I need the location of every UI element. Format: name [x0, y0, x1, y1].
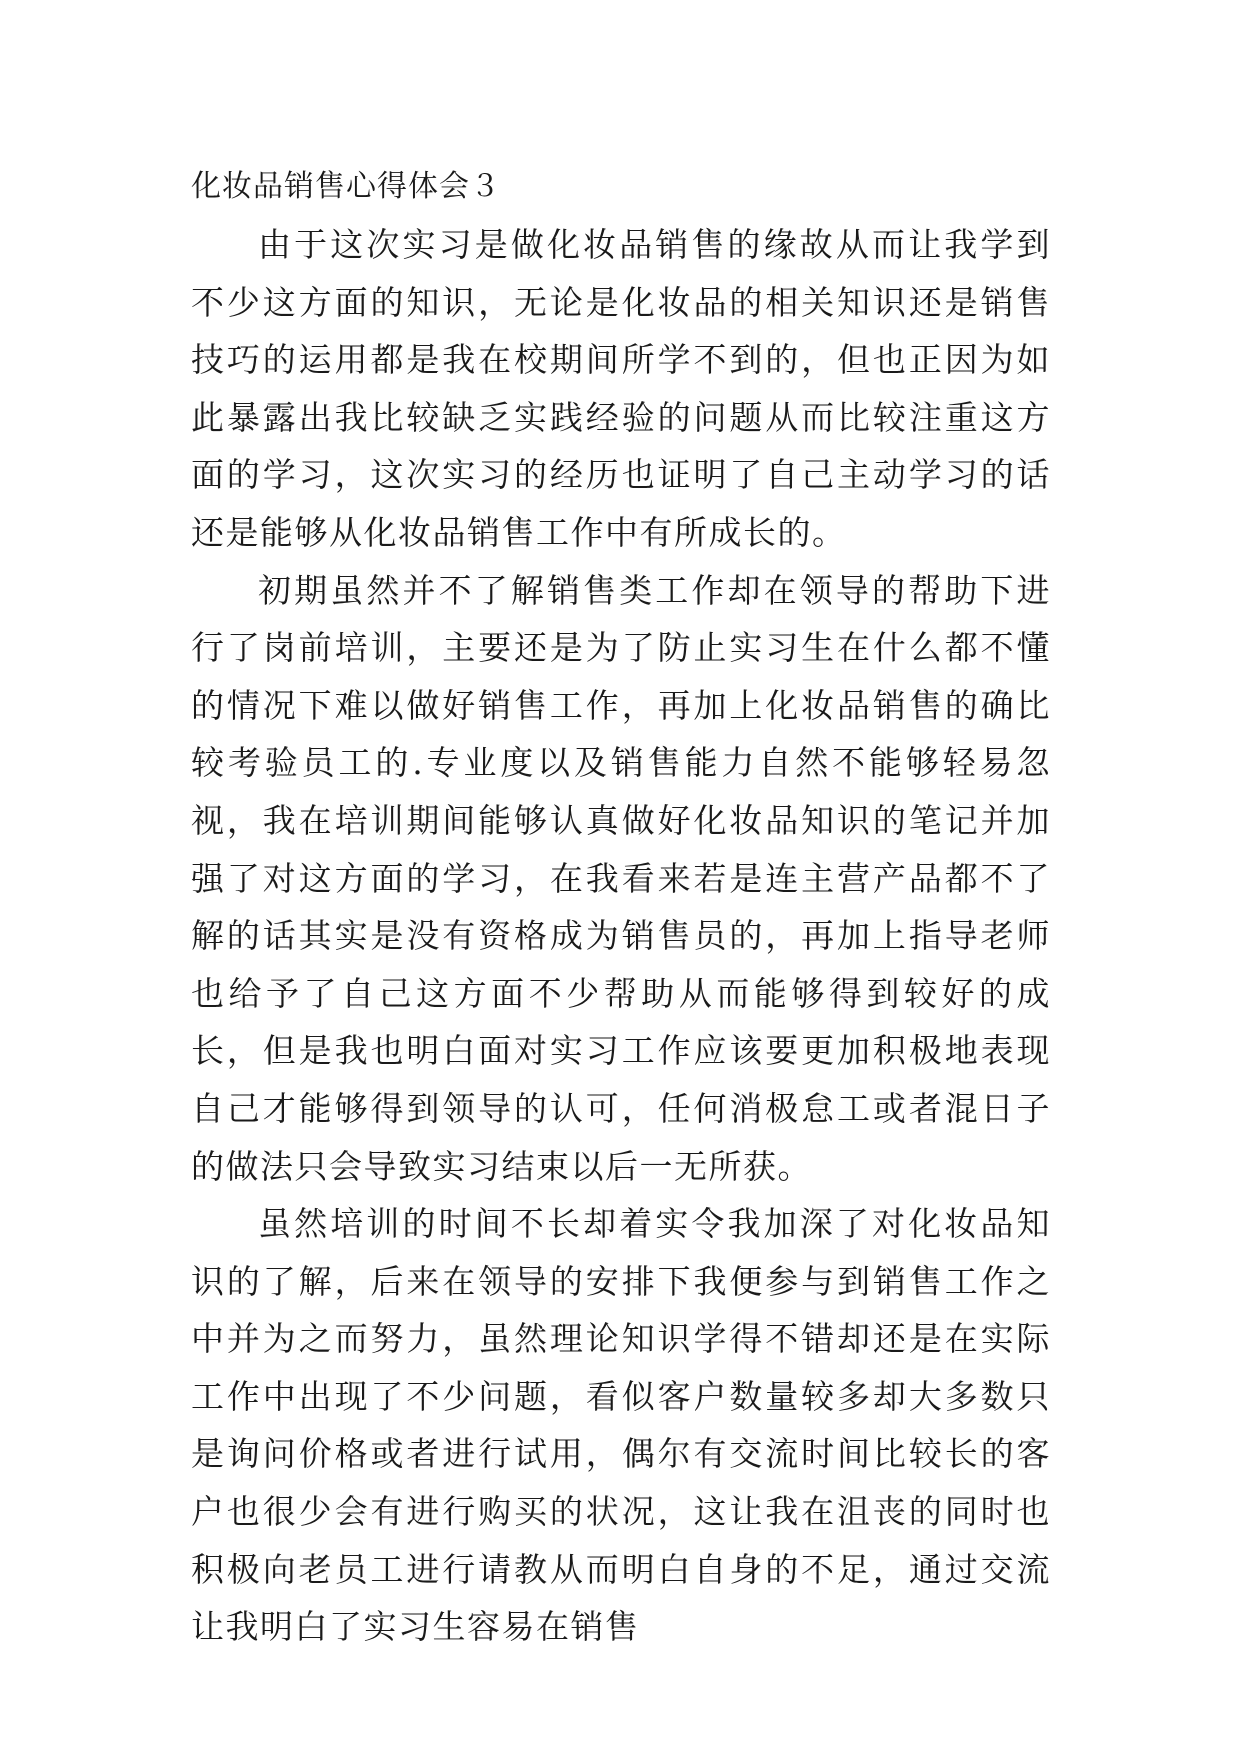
- document-body: [191, 216, 1051, 1656]
- paragraph-1: 由于这次实习是做化妆品销售的缘故从而让我学到不少这方面的知识，无论是化妆品的相关知识还是销售技巧的运用都是我在校期间所学不到的，但也正因为如此暴露出我比较缺乏实践经验的问题从而比较注重这方面的学习，这次实习的经历也证明了自己主动学习的话还是能够从化妆品销售工作中有所成长的。: [191, 225, 1051, 552]
- paragraph-2: 初期虽然并不了解销售类工作却在领导的帮助下进行了岗前培训，主要还是为了防止实习生在什么都不懂的情况下难以做好销售工作，再加上化妆品销售的确比较考验员工的.专业度以及销售能力自然不能够轻易忽视，我在培训期间能够认真做好化妆品知识的笔记并加强了对这方面的学习，在我看来若是连主营产品都不了解的话其实是没有资格成为销售员的，再加上指导老师也给予了自己这方面不少帮助从而能够得到较好的成长，但是我也明白面对实习工作应该要更加积极地表现自己才能够得到领导的认可，任何消极怠工或者混日子的做法只会导致实习结束以后一无所获。: [191, 570, 1051, 1186]
- document-title: 化妆品销售心得体会３: [191, 169, 501, 204]
- paragraph-3: 虽然培训的时间不长却着实令我加深了对化妆品知识的了解，后来在领导的安排下我便参与到销售工作之中并为之而努力，虽然理论知识学得不错却还是在实际工作中出现了不少问题，看似客户数量较多却大多数只是询问价格或者进行试用，偶尔有交流时间比较长的客户也很少会有进行购买的状况，这让我在沮丧的同时也积极向老员工进行请教从而明白自身的不足，通过交流让我明白了实习生容易在销售: [191, 1204, 1051, 1647]
